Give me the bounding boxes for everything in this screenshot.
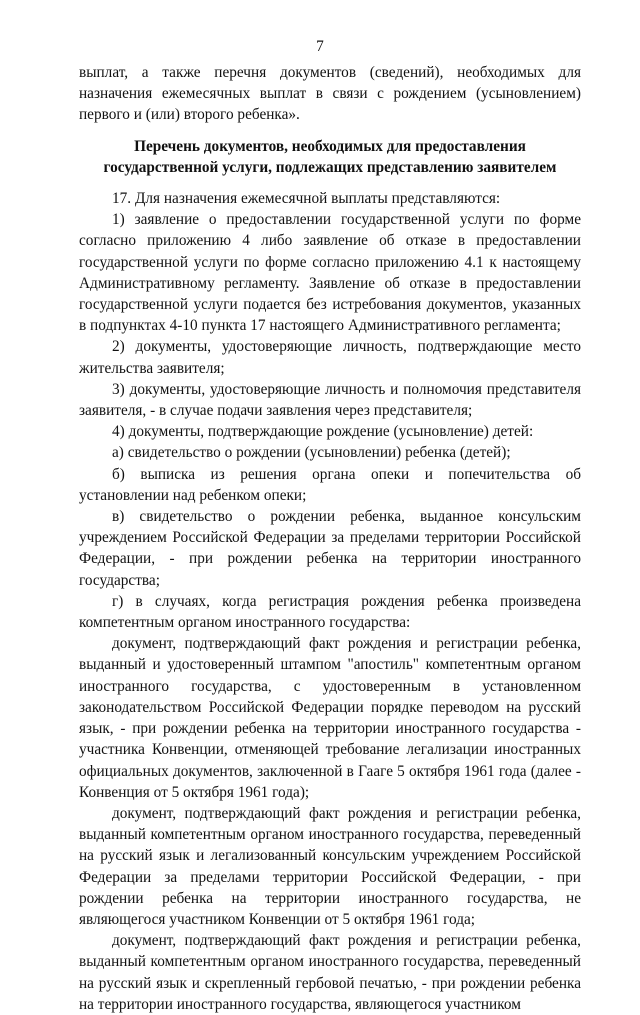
paragraph-document-stamped: документ, подтверждающий факт рождения и регистрации ребенка, выданный компетентным органом иностранного государства, переведенный на русский язык и скрепленный гербовой печатью, - при рождении ребенка на территории иностранного государства, являющегося участником [79, 932, 581, 1013]
paragraph-document-apostille: документ, подтверждающий факт рождения и регистрации ребенка, выданный и удостоверенный штампом "апостиль" компетентным органом иностранного государства, с удостоверенным в установленном законодательством Российской Федерации порядке переводом на русский язык, - при рождении ребенка на территории иностранного государства - участника Конвенции, отменяющей требование легализации иностранных официальных документов, заключенной в Гааге 5 октября 1961 года (далее - Конвенция от 5 октября 1961 года); [79, 635, 581, 801]
paragraph-item-4v: в) свидетельство о рождении ребенка, выданное консульским учреждением Российской Федерации за пределами территории Российской Федерации, - при рождении ребенка на территории иностранного государства; [79, 508, 581, 589]
section-heading-line-2: государственной услуги, подлежащих представлению заявителем [103, 158, 557, 176]
paragraph-item-4a: а) свидетельство о рождении (усыновлении) ребенка (детей); [112, 444, 511, 462]
paragraph-item-3: 3) документы, удостоверяющие личность и полномочия представителя заявителя, - в случае подачи заявления через представителя; [79, 380, 581, 420]
paragraph-item-2: 2) документы, удостоверяющие личность, подтверждающие место жительства заявителя; [79, 338, 581, 377]
section-heading [79, 136, 581, 178]
paragraph-document-legalized: документ, подтверждающий факт рождения и регистрации ребенка, выданный компетентным органом иностранного государства, переведенный на русский язык и легализованный консульским учреждением Российской Федерации за пределами территории Российской Федерации, - при рождении ребенка на территории иностранного государства, не являющегося участником Конвенции от 5 октября 1961 года; [79, 804, 581, 928]
intro-paragraph: выплат, а также перечня документов (сведений), необходимых для назначения ежемесячных выплат в связи с рождением (усыновлением) первого и (или) второго ребенка». [79, 64, 581, 124]
paragraph-item-4b: б) выписка из решения органа опеки и попечительства об установлении над ребенком опеки; [79, 465, 581, 504]
paragraph-item-4g: г) в случаях, когда регистрация рождения ребенка произведена компетентным органом иностранного государства: [79, 592, 581, 632]
page-number: 7 [316, 38, 324, 55]
section-heading-line-1: Перечень документов, необходимых для предоставления [134, 137, 526, 155]
paragraph-item-4: 4) документы, подтверждающие рождение (усыновление) детей: [112, 423, 534, 441]
paragraph-item-1: 1) заявление о предоставлении государственной услуги по форме согласно приложению 4 либо заявление об отказе в предоставлении государственной услуги по форме согласно приложению 4.1 к настоящему Административному регламенту. Заявление об отказе в предоставлении государственной услуги подается без истребования документов, указанных в подпунктах 4-10 пункта 17 настоящего Административного регламента; [79, 211, 581, 335]
document-body [79, 62, 581, 1015]
paragraph-17: 17. Для назначения ежемесячной выплаты представляются: [112, 190, 501, 208]
